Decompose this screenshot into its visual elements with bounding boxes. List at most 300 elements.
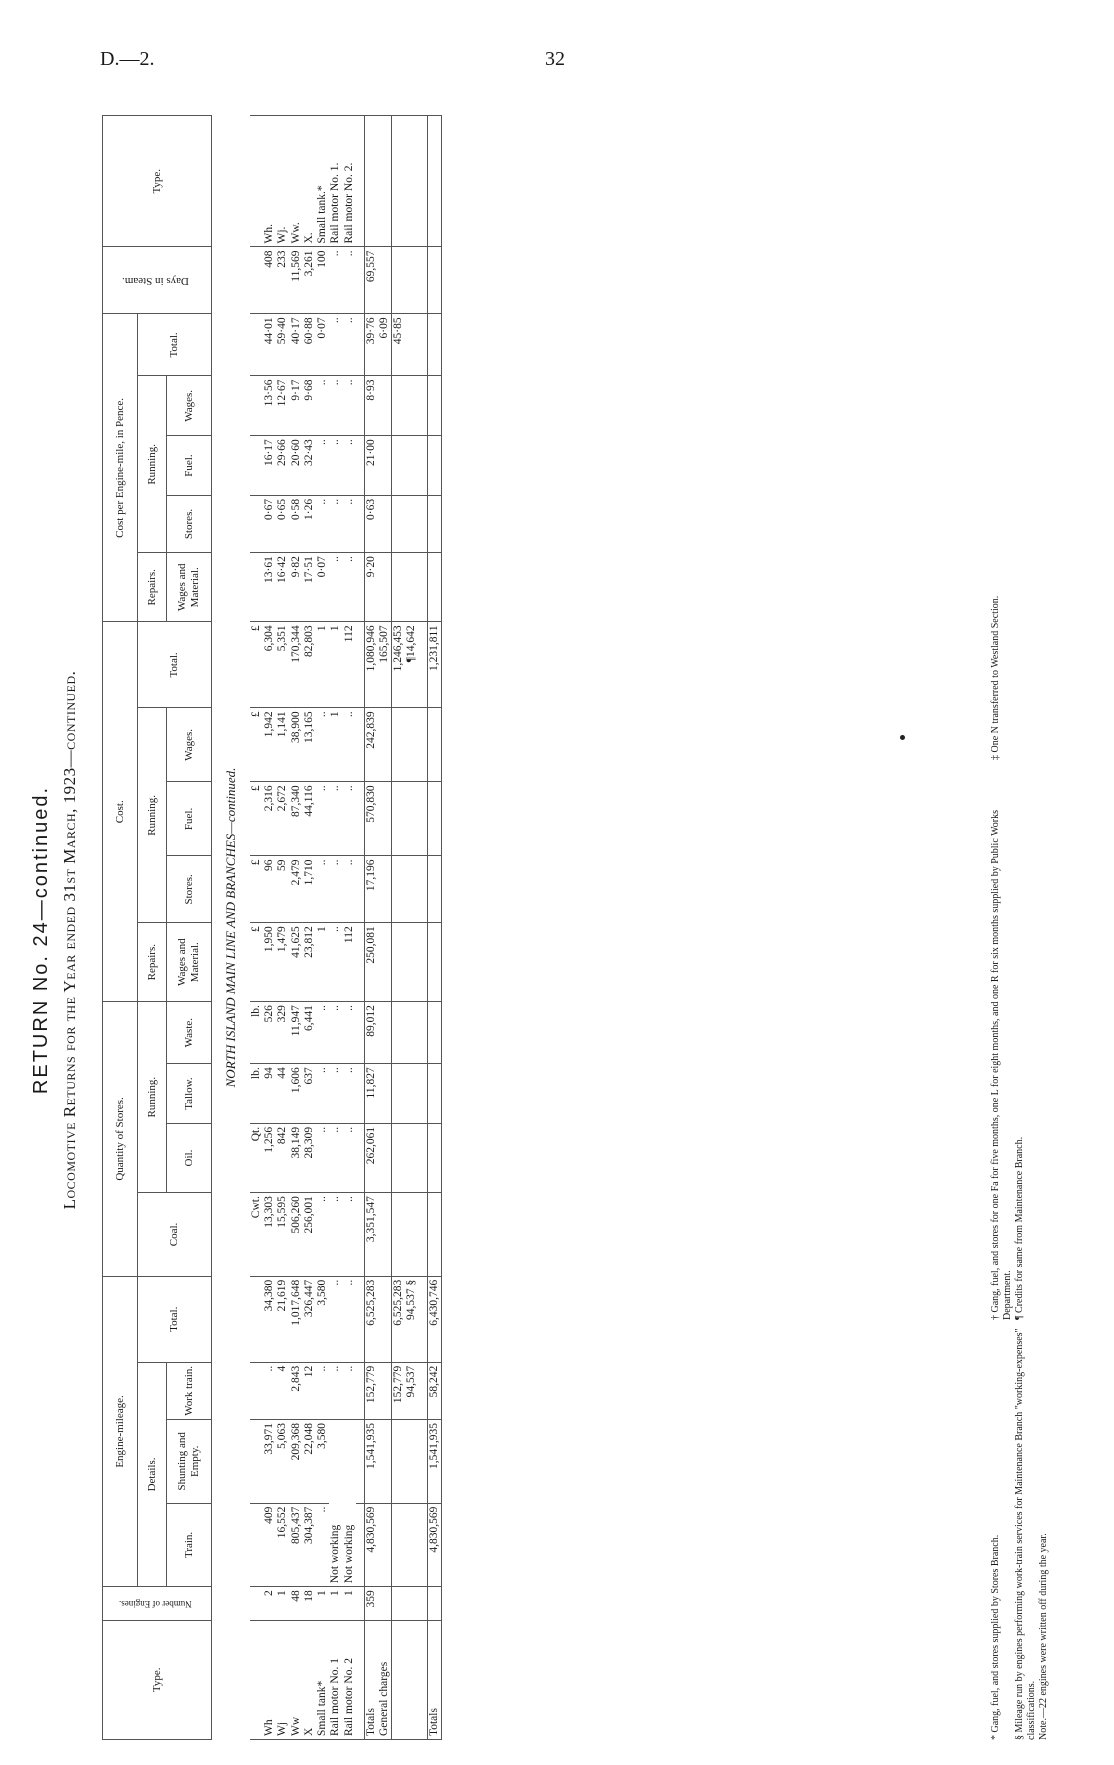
cell-ctotal: 5,351 [276,622,289,708]
cell-work: 4 [276,1362,289,1419]
cell-engines: 1 [329,1587,342,1620]
cell-coal: .. [343,1193,356,1277]
cell-coal: 15,595 [276,1193,289,1277]
cell-shunt: 22,048 [303,1420,316,1504]
footnote-4: § Mileage run by engines performing work-train services for Maintenance Branch "working-expenses" classifications. [1014,1328,1037,1740]
col-p-running: Running. [138,376,167,553]
sub-blank [392,1620,419,1739]
rotated-page [20,64,1049,1750]
sub-wages [392,708,419,782]
sub-p_stores [392,495,419,552]
grand-p_total [427,314,441,376]
cell-rep: 1,479 [276,923,289,1002]
sub-work: 152,779 94,537 [392,1362,419,1419]
unit-tallow: lb. [250,1064,263,1124]
table-row [316,116,329,1740]
section-title: NORTH ISLAND MAIN LINE AND BRANCHES—continued. [212,116,251,1740]
cell-tallow: 44 [276,1064,289,1124]
cell-fuel: 2,316 [263,782,276,856]
cell-ctotal: 82,803 [303,622,316,708]
row-type-right: Rail motor No. 1. [329,116,342,248]
totals-label: Totals [364,1620,378,1739]
cell-days: 408 [263,247,276,314]
sub-engines [392,1587,419,1620]
cell-wages: 38,900 [290,708,303,782]
totals-total: 6,525,283 [364,1276,378,1362]
cell-wages: 1,141 [276,708,289,782]
cell-engines: 2 [263,1587,276,1620]
cell-total: 1,017,648 [290,1276,303,1362]
col-mileage-total: Total. [138,1276,212,1362]
col-days: Days in Steam. [103,247,212,314]
cell-p_stores: .. [329,495,342,552]
locomotive-returns-table [102,115,442,1740]
footnote-5: ¶ Credits for same from Maintenance Branch. [1014,1136,1025,1320]
unit-coal: Cwt. [250,1193,263,1277]
grand-p_fuel [427,436,441,496]
col-p-stores: Stores. [167,495,212,552]
cell-shunt: 3,580 [316,1420,329,1504]
cell-rep: 1,950 [263,923,276,1002]
grand-engines [427,1587,441,1620]
document-code: D.—2. [100,48,155,70]
grand-totals-row [427,116,441,1740]
cell-p_stores: 0·65 [276,495,289,552]
grand-days [427,247,441,314]
cell-tallow: .. [316,1064,329,1124]
cell-tallow: 637 [303,1064,316,1124]
cell-p_fuel: 20·60 [290,436,303,496]
cell-stores: .. [343,856,356,923]
cell-oil: 38,149 [290,1123,303,1192]
unit-repairs: £ [250,923,263,1002]
row-type-right: Rail motor No. 2. [343,116,356,248]
cell-days: 233 [276,247,289,314]
col-type: Type. [103,1620,212,1739]
cell-waste: 526 [263,1002,276,1064]
unit-total: £ [250,622,263,708]
cell-p_rep: 17·51 [303,553,316,622]
general-shunt [378,1420,392,1504]
row-type: Rail motor No. 2 [343,1620,356,1739]
unit-waste: lb. [250,1002,263,1064]
general-tallow [378,1064,392,1124]
cell-p_stores: 0·58 [290,495,303,552]
sub-shunt [392,1420,419,1504]
totals-stores: 17,196 [364,856,378,923]
cell-ctotal: 1 [316,622,329,708]
cell-ctotal: 6,304 [263,622,276,708]
cell-ctotal: 170,344 [290,622,303,708]
cell-work: .. [343,1362,356,1419]
cell-wages: 13,165 [303,708,316,782]
cell-work: .. [263,1362,276,1419]
sub-tallow [392,1064,419,1124]
totals-p_total: 39·76 [364,314,378,376]
cell-rep: 112 [343,923,356,1002]
sub-total: 6,525,283 94,537 § [392,1276,419,1362]
row-type: Ww [290,1620,303,1739]
sub-ctotal: 1,246,453 ¶14,642 [392,622,419,708]
return-subtitle: Locomotive Returns for the Year ended 31st March, 1923—continued. [60,670,79,1210]
row-type: X [303,1620,316,1739]
cell-oil: .. [316,1123,329,1192]
cell-p_rep: 9·82 [290,553,303,622]
cell-stores: 59 [276,856,289,923]
cell-shunt: 5,063 [276,1420,289,1504]
cell-p_total: .. [329,314,342,376]
cell-p_wages: 9·68 [303,376,316,436]
general-wages [378,708,392,782]
cell-coal: 506,260 [290,1193,303,1277]
grand-oil [427,1123,441,1192]
cell-waste: .. [343,1002,356,1064]
grand-tallow [427,1064,441,1124]
cell-p_total: 44·01 [263,314,276,376]
unit-fuel: £ [250,782,263,856]
cell-total: 3,580 [316,1276,329,1362]
cell-p_total: 59·40 [276,314,289,376]
general-engines [378,1587,392,1620]
cell-p_stores: .. [316,495,329,552]
row-type-right: Wj. [276,116,289,248]
col-details: Details. [138,1362,167,1586]
cell-coal: .. [316,1193,329,1277]
sub-p_fuel [392,436,419,496]
totals-wages: 242,839 [364,708,378,782]
subtotal-row [392,116,419,1740]
cell-total: 326,447 [303,1276,316,1362]
cell-oil: 842 [276,1123,289,1192]
row-type: Wh [263,1620,276,1739]
table-row [303,116,316,1740]
grand-ctotal: 1,231,811 [427,622,441,708]
sub-waste [392,1002,419,1064]
grand-waste [427,1002,441,1064]
cell-p_wages: .. [343,376,356,436]
cell-rep: 1 [316,923,329,1002]
cell-oil: 1,256 [263,1123,276,1192]
cell-stores: .. [316,856,329,923]
col-cost-running: Running. [138,708,167,923]
col-engine-mileage: Engine-mileage. [103,1276,138,1586]
cell-oil: .. [329,1123,342,1192]
page-number: 32 [545,48,565,70]
col-shunting: Shunting and Empty. [167,1420,212,1504]
general-p-total: 6·09 [378,314,392,376]
totals-oil: 262,061 [364,1123,378,1192]
cell-engines: 18 [303,1587,316,1620]
row-type: Wj [276,1620,289,1739]
totals-work: 152,779 [364,1362,378,1419]
cell-rep: .. [329,923,342,1002]
cell-p_total: 40·17 [290,314,303,376]
col-type-right: Type. [103,116,212,248]
sub-p-total: 45·85 [392,314,419,376]
totals-p_stores: 0·63 [364,495,378,552]
general-work [378,1362,392,1419]
cell-wages: .. [316,708,329,782]
col-work-train: Work train. [167,1362,212,1419]
sub-fuel [392,782,419,856]
sub-stores [392,856,419,923]
sub-blank2 [392,116,419,248]
col-cost-total: Total. [138,622,212,708]
general-p_wages [378,376,392,436]
cell-fuel: .. [329,782,342,856]
cell-ctotal: 1 [329,622,342,708]
col-p-wages: Wages. [167,376,212,436]
totals-p_rep: 9·20 [364,553,378,622]
col-coal: Coal. [138,1193,212,1277]
cell-p_rep: .. [329,553,342,622]
cell-waste: .. [316,1002,329,1064]
cell-fuel: 87,340 [290,782,303,856]
col-fuel: Fuel. [167,782,212,856]
sub-train [392,1503,419,1587]
cell-fuel: .. [316,782,329,856]
row-type-right: Wh. [263,116,276,248]
general-blank [378,116,392,248]
row-type-right: X. [303,116,316,248]
col-wages-material: Wages and Material. [167,923,212,1002]
col-p-fuel: Fuel. [167,436,212,496]
footnote-1: * Gang, fuel, and stores supplied by Stores Branch. [990,1534,1001,1740]
cell-days: 3,261 [303,247,316,314]
cell-total: 34,380 [263,1276,276,1362]
cell-total: .. [343,1276,356,1362]
row-type: Rail motor No. 1 [329,1620,342,1739]
col-stores: Stores. [167,856,212,923]
footnote-6: Note.—22 engines were written off during the year. [1038,1533,1049,1740]
totals-fuel: 570,830 [364,782,378,856]
cell-total: 21,619 [276,1276,289,1362]
grand-fuel [427,782,441,856]
col-p-repairs: Repairs. [138,553,167,622]
cell-p_stores: .. [343,495,356,552]
sub-p_wages [392,376,419,436]
cell-stores: 96 [263,856,276,923]
cell-days: 11,569 [290,247,303,314]
totals-engines: 359 [364,1587,378,1620]
cell-p_rep: 16·42 [276,553,289,622]
cell-tallow: .. [343,1064,356,1124]
col-cost: Cost. [103,622,138,1002]
general-waste [378,1002,392,1064]
grand-rep [427,923,441,1002]
grand-total: 6,430,746 [427,1276,441,1362]
sub-days [392,247,419,314]
cell-waste: 6,441 [303,1002,316,1064]
table-row [329,116,342,1740]
cell-wages: .. [343,708,356,782]
unit-wages: £ [250,708,263,782]
col-engines: Number of Engines. [103,1587,212,1620]
cell-days: .. [329,247,342,314]
unit-oil: Qt. [250,1123,263,1192]
general-coal [378,1193,392,1277]
general-days [378,247,392,314]
cell-train: Not working [329,1420,342,1587]
general-fuel [378,782,392,856]
col-repairs: Repairs. [138,923,167,1002]
general-label: General charges [378,1620,392,1739]
totals-rep: 250,081 [364,923,378,1002]
cell-waste: 11,947 [290,1002,303,1064]
cell-oil: 28,309 [303,1123,316,1192]
cell-tallow: .. [329,1064,342,1124]
cell-work: 2,843 [290,1362,303,1419]
col-wages: Wages. [167,708,212,782]
unit-stores: £ [250,856,263,923]
cell-stores: 1,710 [303,856,316,923]
col-stores-running: Running. [138,1002,167,1193]
footnotes [990,120,1050,1740]
grand-shunt: 1,541,935 [427,1420,441,1504]
general-oil [378,1123,392,1192]
general-p_rep [378,553,392,622]
totals-coal: 3,351,547 [364,1193,378,1277]
cell-p_wages: 9·17 [290,376,303,436]
cell-p_wages: 12·67 [276,376,289,436]
col-oil: Oil. [167,1123,212,1192]
col-tallow: Tallow. [167,1064,212,1124]
totals-p_fuel: 21·00 [364,436,378,496]
general-total [378,1276,392,1362]
general-p_stores [378,495,392,552]
cell-tallow: 94 [263,1064,276,1124]
cell-rep: 23,812 [303,923,316,1002]
grand-p_stores [427,495,441,552]
row-type-right: Small tank.* [316,116,329,248]
col-quantity-stores: Quantity of Stores. [103,1002,138,1277]
totals-days: 69,557 [364,247,378,314]
cell-waste: .. [329,1002,342,1064]
col-train: Train. [167,1503,212,1587]
cell-p_total: 0·07 [316,314,329,376]
cell-train: Not working [343,1420,356,1587]
sub-rep [392,923,419,1002]
table-row [276,116,289,1740]
cell-engines: 1 [276,1587,289,1620]
totals-blank [364,116,378,248]
grand-label: Totals [427,1620,441,1739]
row-type: Small tank* [316,1620,329,1739]
cell-p_fuel: .. [316,436,329,496]
grand-p_wages [427,376,441,436]
cell-train: 409 [263,1503,276,1587]
cell-work: .. [316,1362,329,1419]
cell-work: .. [329,1362,342,1419]
cell-coal: .. [329,1193,342,1277]
cell-engines: 48 [290,1587,303,1620]
grand-wages [427,708,441,782]
cell-p_stores: 1·26 [303,495,316,552]
general-charges-row [378,116,392,1740]
sub-oil [392,1123,419,1192]
cell-ctotal: 112 [343,622,356,708]
totals-train: 4,830,569 [364,1503,378,1587]
cell-p_total: .. [343,314,356,376]
table-row [263,116,276,1740]
cell-p_fuel: 32·43 [303,436,316,496]
cell-coal: 256,001 [303,1193,316,1277]
cell-p_wages: .. [316,376,329,436]
cell-p_fuel: .. [343,436,356,496]
col-p-total: Total. [138,314,212,376]
cell-stores: .. [329,856,342,923]
cell-shunt: 33,971 [263,1420,276,1504]
cell-p_total: 60·88 [303,314,316,376]
cell-coal: 13,303 [263,1193,276,1277]
footnote-3: ‡ One N transferred to Westland Section. [990,595,1001,760]
general-rep [378,923,392,1002]
cell-fuel: 44,116 [303,782,316,856]
footnote-2: † Gang, fuel, and stores for one Fa for five months, one L for eight months, and one R for six months supplied by Public Works Department. [990,810,1013,1320]
cell-tallow: 1,606 [290,1064,303,1124]
grand-p_rep [427,553,441,622]
cell-p_rep: .. [343,553,356,622]
totals-shunt: 1,541,935 [364,1420,378,1504]
cell-total: .. [329,1276,342,1362]
grand-blank [427,116,441,248]
cell-engines: 1 [316,1587,329,1620]
sub-coal [392,1193,419,1277]
grand-work: 58,242 [427,1362,441,1419]
general-train [378,1503,392,1587]
cell-p_fuel: .. [329,436,342,496]
general-stores [378,856,392,923]
sub-p_rep [392,553,419,622]
cell-p_wages: .. [329,376,342,436]
general-p_fuel [378,436,392,496]
grand-stores [427,856,441,923]
general-ctotal: 165,507 [378,622,392,708]
cell-p_rep: 0·07 [316,553,329,622]
cell-fuel: 2,672 [276,782,289,856]
cell-wages: 1 [329,708,342,782]
cell-train: 805,437 [290,1503,303,1587]
table-row [290,116,303,1740]
totals-ctotal: 1,080,946 [364,622,378,708]
cell-engines: 1 [343,1587,356,1620]
cell-stores: 2,479 [290,856,303,923]
cell-p_stores: 0·67 [263,495,276,552]
ink-dot [900,735,905,740]
cell-fuel: .. [343,782,356,856]
cell-train: 304,387 [303,1503,316,1587]
totals-p_wages: 8·93 [364,376,378,436]
totals-waste: 89,012 [364,1002,378,1064]
table-row [343,116,356,1740]
cell-days: .. [343,247,356,314]
col-p-wages-material: Wages and Material. [167,553,212,622]
col-waste: Waste. [167,1002,212,1064]
grand-coal [427,1193,441,1277]
grand-train: 4,830,569 [427,1503,441,1587]
cell-oil: .. [343,1123,356,1192]
cell-work: 12 [303,1362,316,1419]
cell-wages: 1,942 [263,708,276,782]
row-type-right: Ww. [290,116,303,248]
cell-days: 100 [316,247,329,314]
cell-p_fuel: 29·66 [276,436,289,496]
totals-row [364,116,378,1740]
cell-p_fuel: 16·17 [263,436,276,496]
totals-tallow: 11,827 [364,1064,378,1124]
cell-shunt: 209,368 [290,1420,303,1504]
cell-train: .. [316,1503,329,1587]
